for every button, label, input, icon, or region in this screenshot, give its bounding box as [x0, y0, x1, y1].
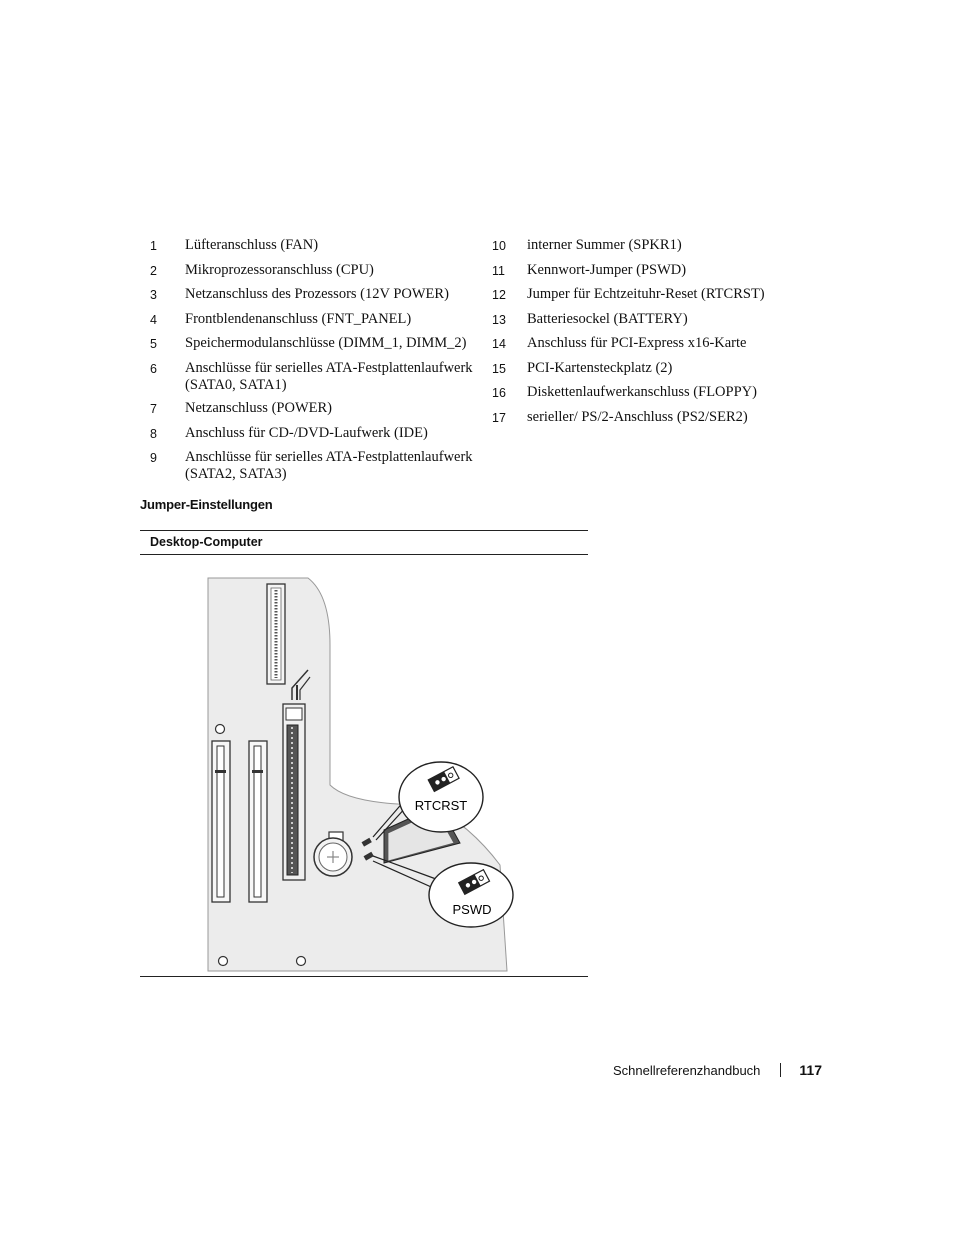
legend-item: [150, 360, 480, 394]
pswd-callout: [429, 863, 513, 927]
legend-text: serieller/ PS/2-Anschluss (PS2/SER2): [527, 408, 748, 425]
legend-item: [150, 449, 480, 483]
pswd-label: PSWD: [452, 902, 492, 917]
legend-text: Mikroprozessoranschluss (CPU): [185, 261, 374, 278]
page-footer: [580, 1062, 822, 1078]
legend-text: Diskettenlaufwerkanschluss (FLOPPY): [527, 384, 757, 400]
legend-text: Batteriesockel (BATTERY): [527, 310, 688, 327]
mounting-hole: [216, 725, 225, 734]
legend-number: 15: [492, 361, 506, 376]
legend-number: 4: [150, 312, 157, 327]
rtcrst-callout: [399, 762, 483, 832]
legend-text: Anschlüsse für serielles ATA-Festplattenlaufwerk (SATA0, SATA1): [185, 359, 473, 393]
footer-separator: [780, 1063, 781, 1077]
page-number: 117: [799, 1062, 822, 1078]
legend-number: 8: [150, 426, 157, 441]
legend-text: Anschlüsse für serielles ATA-Festplattenlaufwerk (SATA2, SATA3): [185, 449, 473, 482]
legend-text: interner Summer (SPKR1): [527, 237, 682, 253]
figure-frame: [140, 530, 588, 555]
legend-text: Lüfteranschluss (FAN): [185, 237, 319, 253]
rtcrst-label: RTCRST: [414, 798, 468, 813]
legend-number: 9: [150, 451, 157, 465]
section-title: Jumper-Einstellungen: [140, 497, 273, 512]
legend-item: [492, 286, 792, 304]
pci-slot: [249, 741, 267, 902]
legend-item: [492, 262, 792, 280]
legend-number: 17: [492, 410, 506, 425]
legend-item: [492, 360, 792, 378]
legend-number: 11: [492, 263, 505, 278]
legend-left-column: [150, 237, 480, 490]
legend-text: Anschluss für CD-/DVD-Laufwerk (IDE): [185, 424, 428, 441]
legend-item: [492, 384, 792, 402]
legend-right-column: [492, 237, 792, 433]
legend-number: 14: [492, 337, 506, 351]
legend-text: Speichermodulanschlüsse (DIMM_1, DIMM_2): [185, 335, 467, 351]
legend-item: [150, 335, 480, 353]
legend-number: 7: [150, 402, 157, 416]
legend-item: [150, 425, 480, 443]
legend-number: 1: [150, 239, 157, 253]
legend-text: Anschluss für PCI-Express x16-Karte: [527, 335, 747, 351]
legend-item: [150, 400, 480, 418]
legend-text: Netzanschluss (POWER): [185, 400, 332, 416]
motherboard-diagram: [140, 555, 588, 976]
legend-item: [492, 409, 792, 427]
mounting-hole: [297, 957, 306, 966]
legend-item: [150, 237, 480, 255]
legend-text: Jumper für Echtzeituhr-Reset (RTCRST): [527, 286, 765, 302]
legend-text: Netzanschluss des Prozessors (12V POWER): [185, 286, 449, 302]
legend-text: Frontblendenanschluss (FNT_PANEL): [185, 310, 412, 327]
legend-number: 13: [492, 312, 506, 327]
legend-item: [492, 335, 792, 353]
mounting-hole: [219, 957, 228, 966]
legend-item: [150, 262, 480, 280]
legend-item: [492, 311, 792, 329]
legend-number: 16: [492, 386, 506, 400]
figure-header: Desktop-Computer: [140, 531, 588, 555]
legend-number: 5: [150, 337, 157, 351]
pci-slot: [212, 741, 230, 902]
legend-text: PCI-Kartensteckplatz (2): [527, 359, 673, 376]
legend-item: [150, 286, 480, 304]
figure-bottom-rule: [140, 976, 588, 977]
legend-number: 6: [150, 361, 157, 376]
legend-number: 2: [150, 263, 157, 278]
legend-item: [150, 311, 480, 329]
ide-connector: [267, 584, 285, 684]
legend-number: 10: [492, 239, 506, 253]
legend-number: 3: [150, 288, 157, 302]
legend-text: Kennwort-Jumper (PSWD): [527, 261, 687, 278]
footer-title: Schnellreferenzhandbuch: [612, 1062, 761, 1078]
legend-item: [492, 237, 792, 255]
legend-number: 12: [492, 288, 506, 302]
